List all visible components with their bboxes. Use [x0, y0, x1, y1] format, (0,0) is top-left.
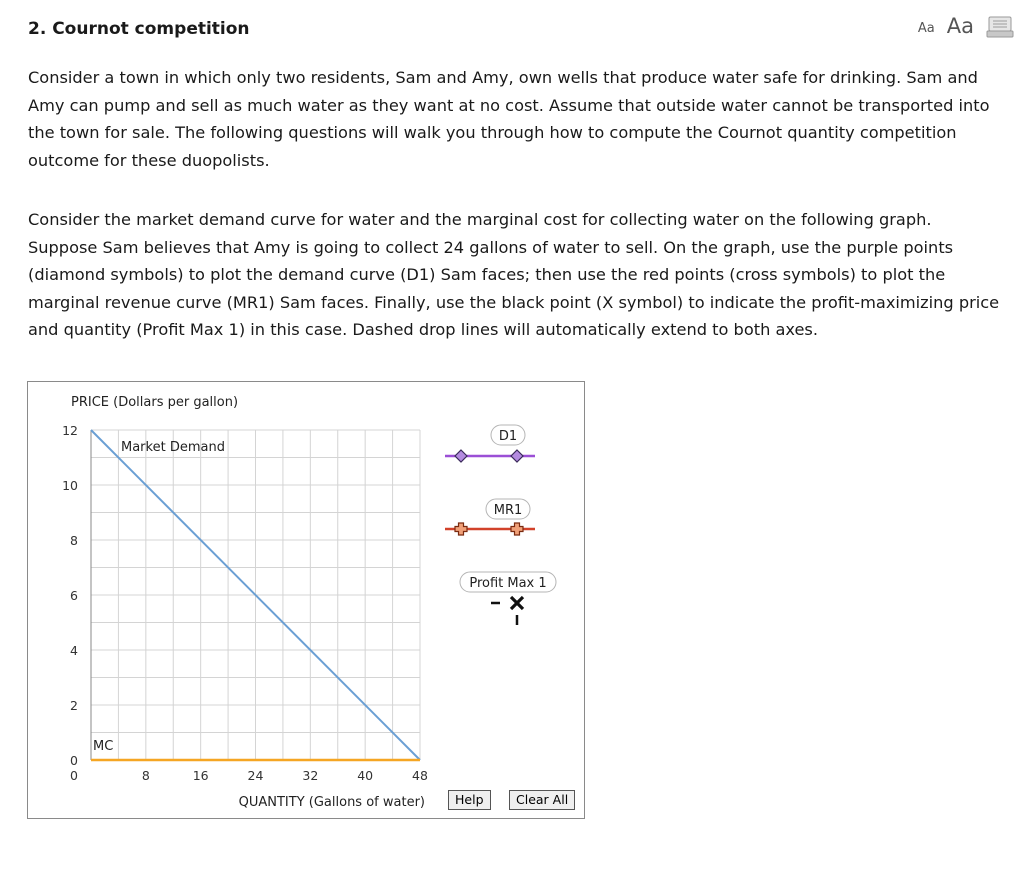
x-tick-label: 24 — [247, 768, 264, 783]
print-icon[interactable] — [986, 16, 1014, 38]
clear-all-button[interactable]: Clear All — [509, 790, 575, 810]
question-title: 2. Cournot competition — [28, 19, 250, 39]
profit-max-tool-label: Profit Max 1 — [469, 576, 547, 591]
help-button[interactable]: Help — [448, 790, 491, 810]
x-tick-label: 8 — [141, 768, 150, 783]
mr1-tool-label: MR1 — [493, 503, 523, 518]
x-tick-label: 40 — [357, 768, 374, 783]
x-axis-title: QUANTITY (Gallons of water) — [238, 795, 425, 810]
y-tick-label: 8 — [70, 533, 78, 548]
x-tick-label: 32 — [302, 768, 319, 783]
mc-label: MC — [93, 739, 114, 754]
x-tick-label: 16 — [192, 768, 209, 783]
d1-tool-label: D1 — [498, 429, 518, 444]
y-tick-label: 12 — [62, 423, 78, 438]
mr1-cross-marker[interactable] — [511, 523, 523, 535]
y-tick-label: 10 — [62, 478, 78, 493]
mr1-cross-marker[interactable] — [455, 523, 467, 535]
y-tick-label: 6 — [70, 588, 78, 603]
instructions-paragraph: Consider the market demand curve for water and the marginal cost for collecting water on the following graph. Suppose Sam believes that Amy is going to collect 24 gallons of water to sell. On the graph, use the purple points (diamond symbols) to plot the demand curve (D1) Sam faces; then use the red points (cross symbols) to plot the marginal revenue curve (MR1) Sam faces. Finally, use the black point (X symbol) to indicate the profit-maximizing price and quantity (Profit Max 1) in this case. Dashed drop lines will automatically extend to both axes. — [28, 210, 1000, 339]
profit-max-x-marker[interactable] — [511, 597, 523, 609]
y-tick-label: 2 — [70, 698, 78, 713]
intro-paragraph: Consider a town in which only two residents, Sam and Amy, own wells that produce water safe for drinking. Sam and Amy can pump and sell as much water as they want at no cost. Assume that outside water cannot be transported into the town for sale. The following questions will walk you through how to compute the Cournot quantity competition outcome for these duopolists. — [28, 68, 990, 170]
market-demand-label: Market Demand — [121, 440, 225, 455]
y-tick-label: 4 — [70, 643, 78, 658]
font-size-tools — [918, 14, 1014, 38]
graph-panel — [27, 381, 585, 819]
d1-diamond-marker[interactable] — [455, 450, 467, 462]
y-tick-label: 0 — [70, 753, 78, 768]
x-tick-label: 48 — [412, 768, 428, 783]
increase-font-button[interactable]: Aa — [946, 14, 974, 38]
y-axis-title: PRICE (Dollars per gallon) — [71, 395, 239, 410]
cournot-graph[interactable] — [28, 382, 584, 818]
decrease-font-button[interactable]: Aa — [917, 21, 935, 36]
d1-diamond-marker[interactable] — [511, 450, 523, 462]
x-tick-label-origin: 0 — [70, 768, 78, 783]
